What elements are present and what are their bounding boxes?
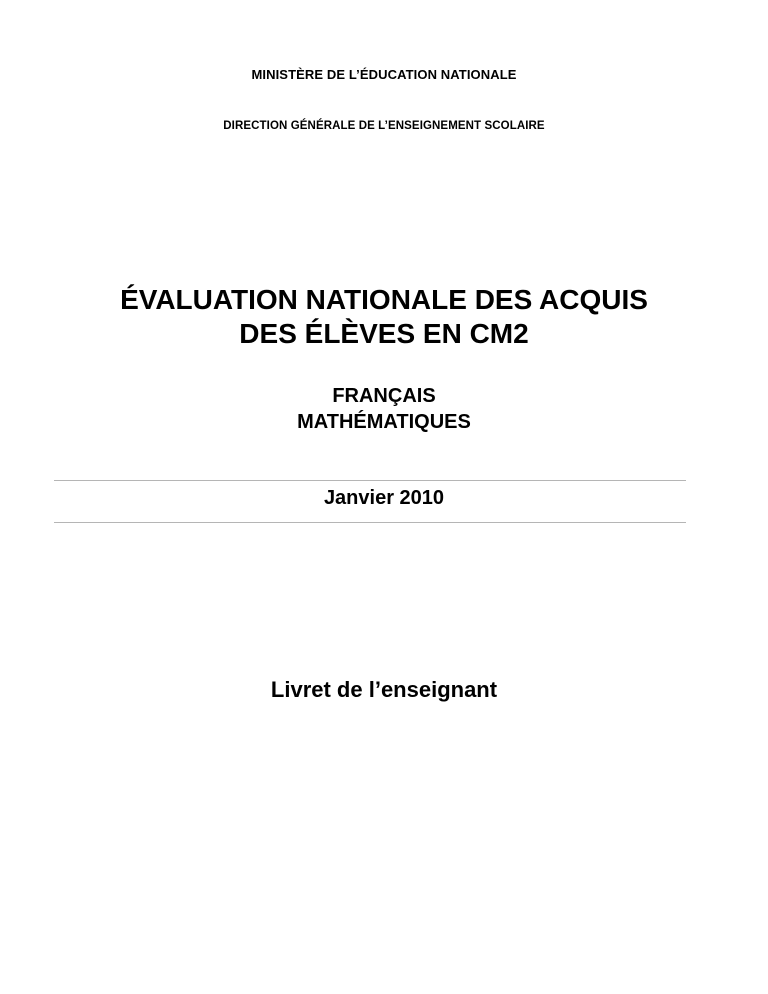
- subject-mathematiques: MATHÉMATIQUES: [297, 411, 471, 433]
- direction-heading: DIRECTION GÉNÉRALE DE L’ENSEIGNEMENT SCOLAIRE: [223, 120, 545, 132]
- subject-francais: FRANÇAIS: [332, 385, 436, 407]
- document-title-line-2: DES ÉLÈVES EN CM2: [239, 318, 529, 349]
- booklet-title: Livret de l’enseignant: [270, 677, 498, 702]
- ministry-heading: MINISTÈRE DE L’ÉDUCATION NATIONALE: [251, 67, 517, 82]
- document-date: Janvier 2010: [323, 487, 445, 509]
- document-title-line-1: ÉVALUATION NATIONALE DES ACQUIS: [120, 284, 648, 315]
- divider-top: [54, 480, 686, 481]
- divider-bottom: [54, 522, 686, 523]
